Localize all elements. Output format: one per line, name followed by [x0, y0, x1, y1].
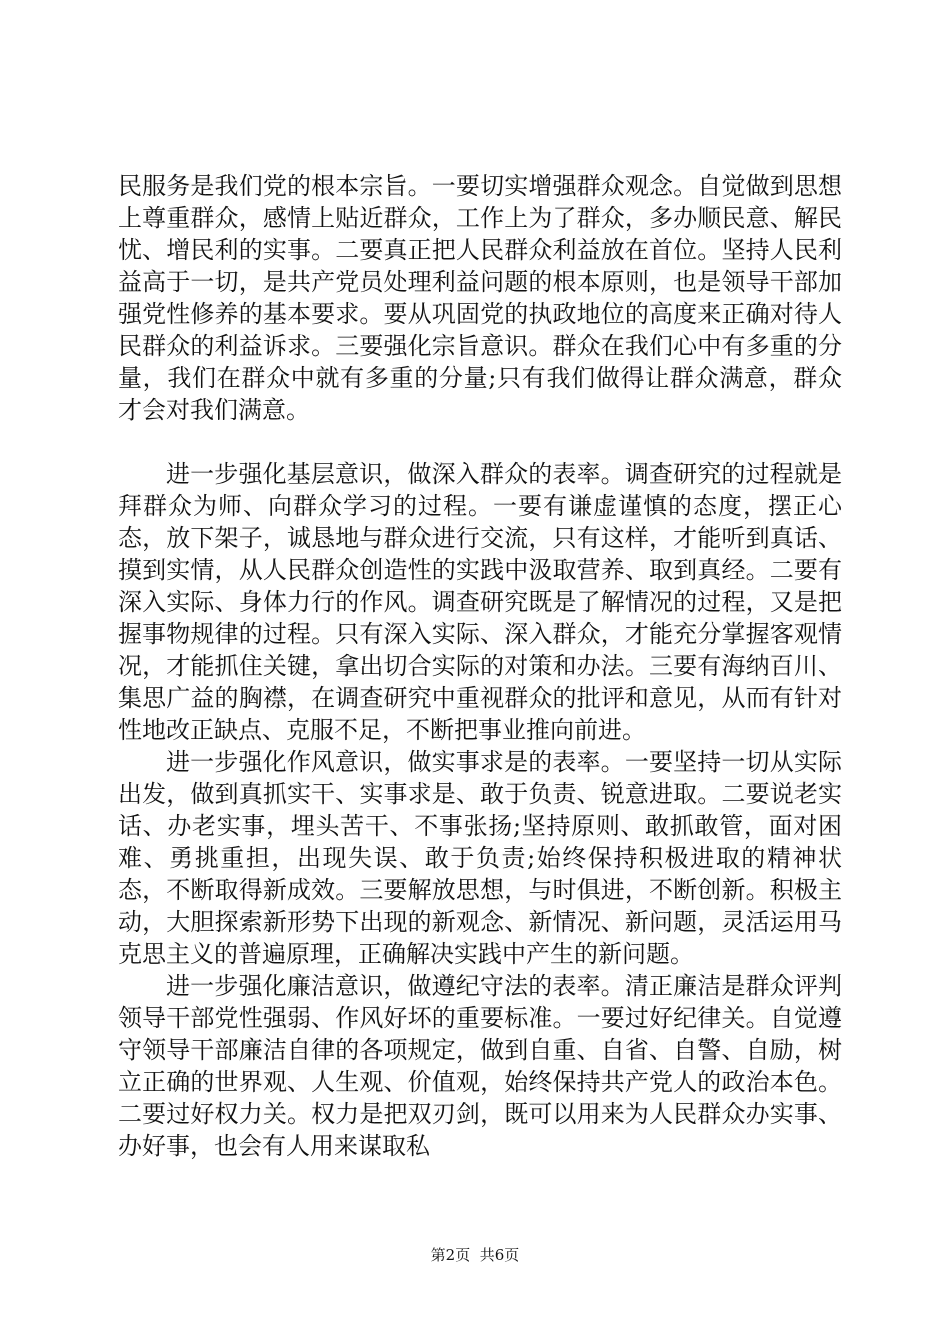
page-number: 第2页 [430, 1246, 471, 1264]
footer-spacer [470, 1246, 480, 1264]
paragraph-1: 民服务是我们党的根本宗旨。一要切实增强群众观念。自觉做到思想上尊重群众，感情上贴近群众，工作上为了群众，多办顺民意、解民忧、增民利的实事。二要真正把人民群众利益放在首位。坚持人民利益高于一切，是共产党员处理利益问题的根本原则，也是领导干部加强党性修养的基本要求。要从巩固党的执政地位的高度来正确对待人民群众的利益诉求。三要强化宗旨意识。群众在我们心中有多重的分量，我们在群众中就有多重的分量;只有我们做得让群众满意，群众才会对我们满意。 [118, 172, 842, 424]
paragraph-4: 进一步强化廉洁意识，做遵纪守法的表率。清正廉洁是群众评判领导干部党性强弱、作风好坏的重要标准。一要过好纪律关。自觉遵守领导干部廉洁自律的各项规定，做到自重、自省、自警、自励，树立正确的世界观、人生观、价值观，始终保持共产党人的政治本色。二要过好权力关。权力是把双刃剑，既可以用来为人民群众办实事、办好事，也会有人用来谋取私 [118, 972, 842, 1160]
paragraph-gap [118, 426, 842, 458]
page-total: 共6页 [479, 1246, 520, 1264]
document-body [118, 170, 842, 1162]
paragraph-3: 进一步强化作风意识，做实事求是的表率。一要坚持一切从实际出发，做到真抓实干、实事求是、敢于负责、锐意进取。二要说老实话、办老实事，埋头苦干、不事张扬;坚持原则、敢抓敢管，面对困难、勇挑重担，出现失误、敢于负责;始终保持积极进取的精神状态，不断取得新成效。三要解放思想，与时俱进，不断创新。积极主动，大胆探索新形势下出现的新观念、新情况、新问题，灵活运用马克思主义的普遍原理，正确解决实践中产生的新问题。 [118, 748, 842, 968]
paragraph-2: 进一步强化基层意识，做深入群众的表率。调查研究的过程就是拜群众为师、向群众学习的过程。一要有谦虚谨慎的态度，摆正心态，放下架子，诚恳地与群众进行交流，只有这样，才能听到真话、摸到实情，从人民群众创造性的实践中汲取营养、取到真经。二要有深入实际、身体力行的作风。调查研究既是了解情况的过程，又是把握事物规律的过程。只有深入实际、深入群众，才能充分掌握客观情况，才能抓住关键，拿出切合实际的对策和办法。三要有海纳百川、集思广益的胸襟，在调查研究中重视群众的批评和意见，从而有针对性地改正缺点、克服不足，不断把事业推向前进。 [118, 460, 842, 744]
page-footer [0, 1245, 950, 1265]
